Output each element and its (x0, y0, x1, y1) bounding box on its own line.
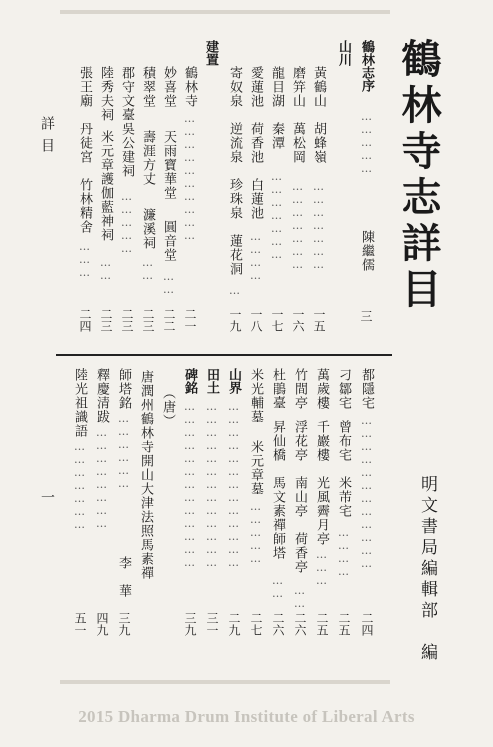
page-ref: 二六 (293, 612, 307, 636)
publisher-credit: 明文書局編輯部 編 (417, 475, 437, 664)
leader: …… (99, 256, 112, 282)
leader: ………………… (291, 180, 304, 271)
page-ref: 二三 (120, 308, 134, 332)
leader: … (228, 284, 241, 297)
leader: ……… (78, 240, 91, 279)
entry: 郡守文臺吳公建祠 (119, 66, 134, 178)
page-ref: 二七 (249, 612, 263, 636)
running-head: 詳目 (39, 116, 55, 160)
page-ref: 三九 (183, 612, 197, 636)
page-ref: 三一 (205, 612, 219, 636)
leader: …………… (360, 110, 373, 175)
entry: 浮花亭 (292, 420, 307, 462)
section-jianzhi: 建置 (203, 40, 218, 66)
entry: 磨笄山 (290, 66, 305, 108)
book-title: 鶴林寺志詳目 (395, 38, 442, 314)
page-ref: 一六 (291, 308, 305, 332)
entry: 師塔銘 (116, 368, 131, 410)
leader: ……… (315, 548, 328, 587)
entry: 萬松岡 (290, 122, 305, 164)
leader: ………… (337, 526, 350, 578)
leader: …………… (249, 500, 262, 565)
page-ref: 二一 (183, 308, 197, 332)
leader: ………………………… (183, 112, 196, 242)
entry: 天雨寶華堂 (161, 130, 176, 200)
page-ref: 四九 (95, 612, 109, 636)
entry: 愛蓮池 (248, 66, 263, 108)
page-ref: 二四 (78, 308, 92, 332)
leader: ……………… (117, 412, 130, 490)
section-divider (56, 354, 392, 356)
section-tiantu: 田土 (204, 368, 219, 394)
entry: 蓮花洞 (227, 234, 242, 276)
leader: …………………… (95, 426, 108, 530)
page-ref: 二二 (162, 308, 176, 332)
entry: 珍珠泉 (227, 178, 242, 220)
leader: …………… (120, 190, 133, 255)
entry: 米元章護伽藍神祠 (98, 130, 113, 242)
entry: 千巖樓 (314, 420, 329, 462)
entry: 龍目湖 (269, 66, 284, 108)
entry: 鶴林寺 (182, 66, 197, 108)
page-ref: 二六 (271, 612, 285, 636)
page-ref: 一九 (228, 308, 242, 332)
entry: 竹間亭 (292, 368, 307, 410)
entry: 胡蜂嶺 (311, 122, 326, 164)
entry: 圓音堂 (161, 220, 176, 262)
page-ref: 二五 (337, 612, 351, 636)
page-ref: 一七 (270, 308, 284, 332)
entry: 曾布宅 (336, 420, 351, 462)
section-shanchuan: 山川 (336, 40, 351, 66)
entry: 陸秀夫祠 (98, 66, 113, 122)
leader: ………………… (312, 180, 325, 271)
page-ref: 一五 (312, 308, 326, 332)
page-ref: 一八 (249, 308, 263, 332)
entry: 釋慶清跋 (94, 368, 109, 424)
entry: 南山亭 (292, 476, 307, 518)
entry: 杜鵑臺 (270, 368, 285, 410)
leader: …… (271, 574, 284, 600)
leader: …… (162, 270, 175, 296)
entry: 妙喜堂 (161, 66, 176, 108)
entry: 濂溪祠 (140, 208, 155, 250)
entry: 都隱宅 (359, 368, 374, 410)
entry: 張王廟 (77, 66, 92, 108)
leader: ………………… (73, 440, 86, 531)
watermark: 2015 Dharma Drum Institute of Liberal Arts (78, 707, 415, 726)
entry: 昇仙橋 (270, 420, 285, 462)
entry: 唐潤州鶴林寺開山大津法照馬素禪 (138, 370, 153, 580)
page-number: 一 (39, 490, 55, 504)
leader: …… (141, 256, 154, 282)
leader: ………… (249, 230, 262, 282)
entry: 積翠堂 (140, 66, 155, 108)
entry: 馬文素禪師塔 (270, 476, 285, 560)
entry: 白蓮池 (248, 178, 263, 220)
entry: 寄奴泉 (227, 66, 242, 108)
page-ref: 二三 (99, 308, 113, 332)
entry: 米芾宅 (336, 476, 351, 518)
section-shanjie: 山界 (226, 368, 241, 394)
entry: 壽涯方丈 (140, 130, 155, 186)
page-ref: 二四 (360, 612, 374, 636)
section-beiming: 碑銘 (182, 368, 197, 394)
leader: ………………………………… (227, 400, 240, 569)
preface-author: 陳繼儒 (359, 230, 374, 272)
dynasty-label: （唐） (160, 386, 175, 428)
entry: 刁鄒宅 (336, 368, 351, 410)
page-ref: 三 (359, 310, 373, 322)
entry: 荷香亭 (292, 532, 307, 574)
leader: ………………………………… (205, 400, 218, 569)
entry: 荷香池 (248, 122, 263, 164)
entry: 丹徒宮 (77, 122, 92, 164)
entry: 逆流泉 (227, 122, 242, 164)
leader: ………………… (270, 170, 283, 261)
page-ref: 二三 (141, 308, 155, 332)
page-ref: 二九 (227, 612, 241, 636)
entry: 秦潭 (269, 122, 284, 150)
leader: ……………………………… (360, 414, 373, 570)
entry: 米元章墓 (248, 440, 263, 496)
entry: 萬歲樓 (314, 368, 329, 410)
entry: 陸光祖識語 (72, 368, 87, 438)
entry-author: 李 華 (116, 556, 131, 598)
page-ref: 三九 (117, 612, 131, 636)
page-ref: 二五 (315, 612, 329, 636)
leader: ………………………………… (183, 400, 196, 569)
entry: 米光輔墓 (248, 368, 263, 424)
bleed-through-bottom (60, 680, 390, 684)
page-ref: 五一 (73, 612, 87, 636)
entry: 黃鶴山 (311, 66, 326, 108)
leader: …… (293, 584, 306, 610)
section-preface: 鶴林志序 (359, 40, 374, 92)
entry: 竹林精舍 (77, 178, 92, 234)
bleed-through-top (60, 10, 390, 14)
entry: 光風霽月亭 (314, 476, 329, 546)
